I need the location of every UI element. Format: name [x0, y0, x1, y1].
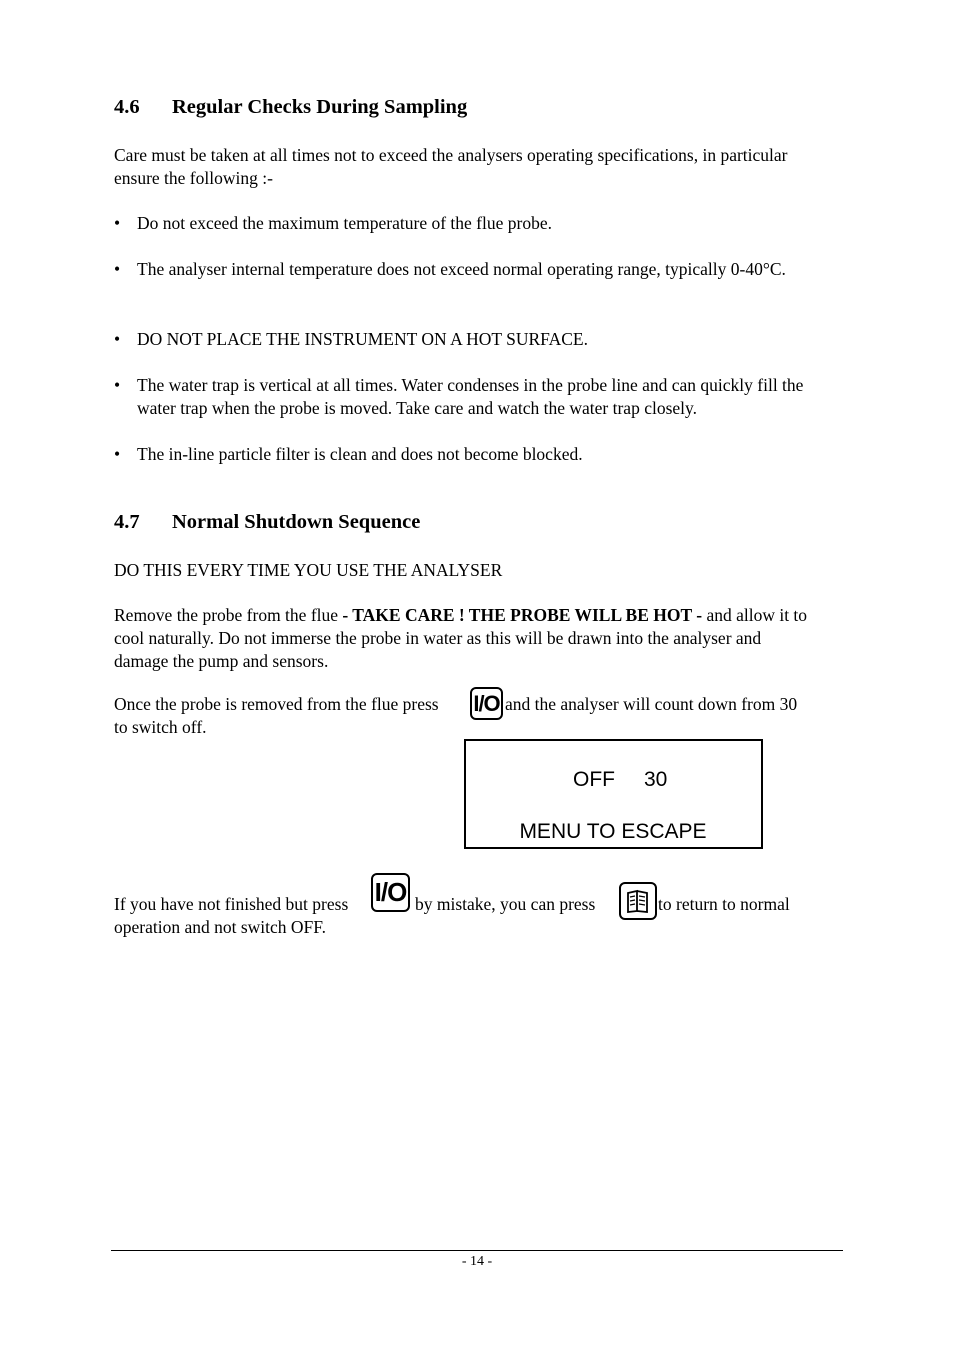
- list-item: The water trap is vertical at all times. Water condenses in the probe line and can quickly fill the water trap when the probe is moved. Take care and watch the water trap closely.: [137, 375, 804, 418]
- page-number: - 14 -: [461, 1254, 493, 1269]
- press-off-line-1a: Once the probe is removed from the flue press: [114, 694, 439, 714]
- book-icon: [625, 888, 651, 914]
- list-item: The analyser internal temperature does not exceed normal operating range, typically 0-40°C.: [137, 259, 786, 279]
- list-item: The in-line particle filter is clean and does not become blocked.: [137, 444, 583, 464]
- escape-line-1a: If you have not finished but press: [114, 894, 349, 914]
- menu-key-icon: [619, 882, 657, 920]
- bullet-icon: •: [114, 259, 121, 279]
- list-item: Do not exceed the maximum temperature of the flue probe.: [137, 213, 552, 233]
- power-key-icon: I/O: [470, 687, 503, 720]
- bullet-icon: •: [114, 213, 121, 233]
- press-off-line-2: to switch off.: [114, 717, 207, 737]
- intro-paragraph: Care must be taken at all times not to exceed the analysers operating specifications, in particular ensure the following :-: [114, 145, 788, 188]
- escape-line-1b: by mistake, you can press: [415, 894, 596, 914]
- lcd-display: [464, 739, 763, 849]
- probe-paragraph-start: Remove the probe from the flue: [114, 605, 343, 625]
- section-4-7-heading: [114, 511, 814, 537]
- section-title: Regular Checks During Sampling: [172, 96, 468, 118]
- escape-line-2: operation and not switch OFF.: [114, 917, 326, 937]
- section-number: 4.6: [114, 96, 140, 118]
- probe-paragraph: [114, 604, 814, 673]
- probe-paragraph-end: and allow it to cool naturally. Do not immerse the probe in water as this will be drawn into the analyser and damage the pump and sensors.: [114, 605, 808, 671]
- hot-probe-warning: - TAKE CARE ! THE PROBE WILL BE HOT -: [342, 605, 703, 625]
- bullet-icon: •: [114, 329, 121, 349]
- notice-text: DO THIS EVERY TIME YOU USE THE ANALYSER: [114, 560, 503, 580]
- display-countdown: 30: [644, 768, 668, 791]
- press-off-line-1b: and the analyser will count down from 30: [505, 694, 798, 714]
- bullet-icon: •: [114, 444, 121, 464]
- section-4-6-heading: [114, 96, 814, 122]
- footer-divider: [111, 1250, 843, 1251]
- display-off-label: OFF: [573, 768, 615, 791]
- escape-line-1c: to return to normal: [658, 894, 790, 914]
- section-title: Normal Shutdown Sequence: [172, 511, 421, 533]
- display-escape-hint: MENU TO ESCAPE: [519, 820, 707, 843]
- power-key-icon: I/O: [371, 873, 410, 912]
- list-item: DO NOT PLACE THE INSTRUMENT ON A HOT SURFACE.: [137, 329, 588, 349]
- bullet-icon: •: [114, 375, 121, 395]
- section-number: 4.7: [114, 511, 140, 533]
